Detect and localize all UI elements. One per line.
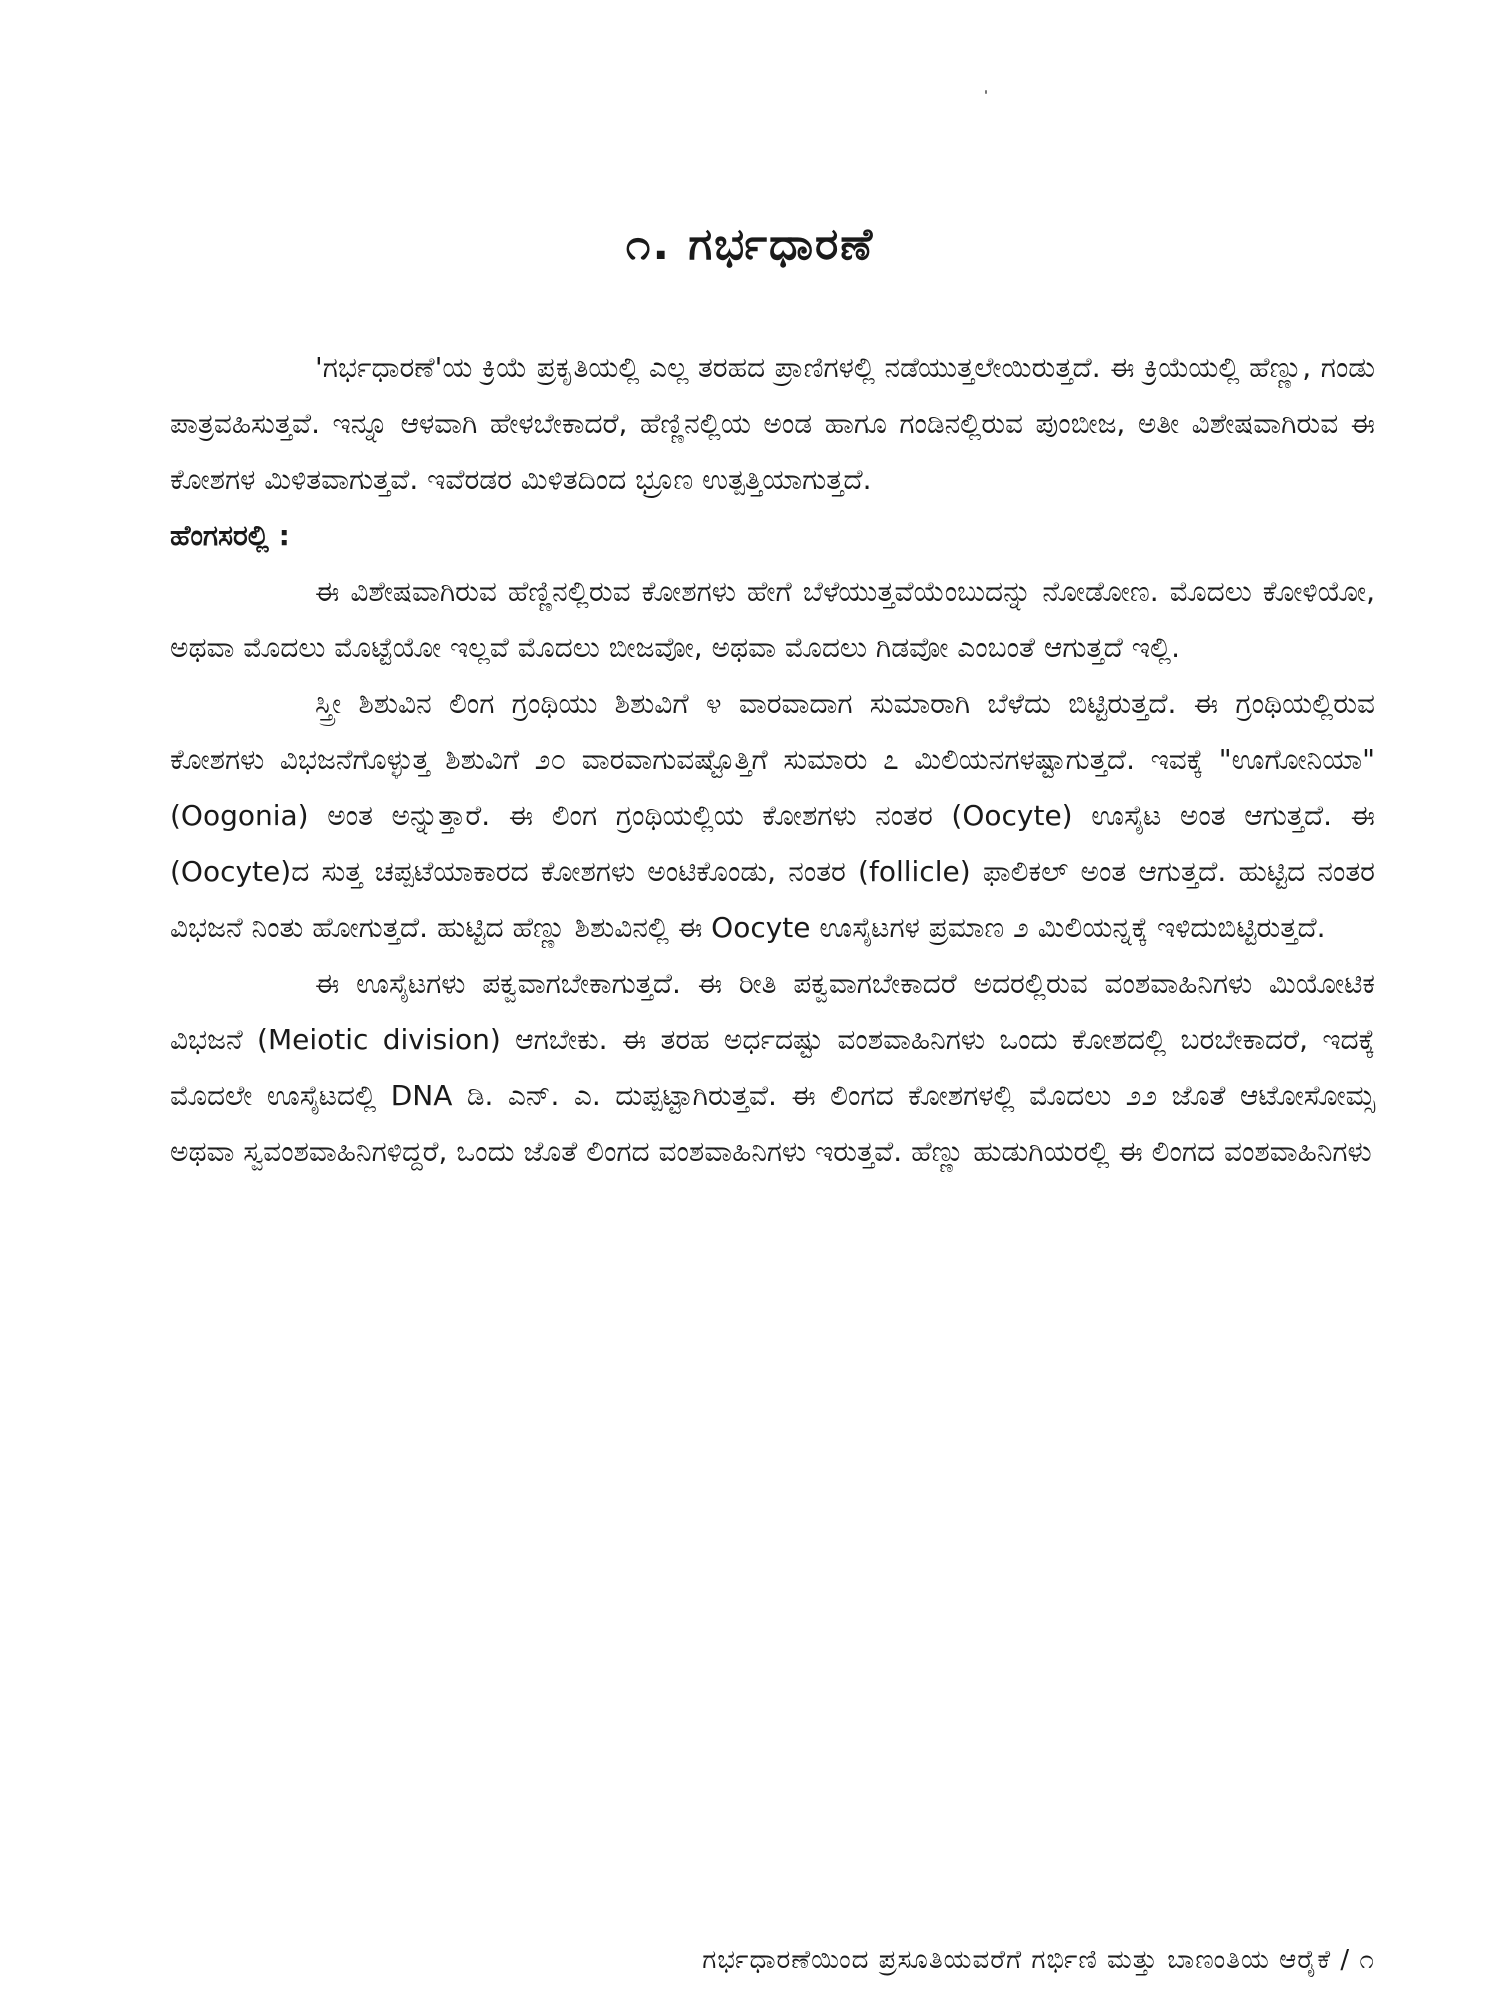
scan-speck [985,90,987,94]
body-text [170,340,1375,1180]
section-heading-women: ಹೆಂಗಸರಲ್ಲಿ : [170,519,290,552]
paragraph-intro: 'ಗರ್ಭಧಾರಣೆ'ಯ ಕ್ರಿಯೆ ಪ್ರಕೃತಿಯಲ್ಲಿ ಎಲ್ಲ ತರಹದ ಪ್ರಾಣಿಗಳಲ್ಲಿ ನಡೆಯುತ್ತಲೇಯಿರುತ್ತದೆ. ಈ ಕ್ರಿಯೆಯಲ್ಲಿ ಹೆಣ್ಣು, ಗಂಡು ಪಾತ್ರವಹಿಸುತ್ತವೆ. ಇನ್ನೂ ಆಳವಾಗಿ ಹೇಳಬೇಕಾದರೆ, ಹೆಣ್ಣಿನಲ್ಲಿಯ ಅಂಡ ಹಾಗೂ ಗಂಡಿನಲ್ಲಿರುವ ಪುಂಬೀಜ, ಅತೀ ವಿಶೇಷವಾಗಿರುವ ಈ ಕೋಶಗಳ ಮಿಳಿತವಾಗುತ್ತವೆ. ಇವೆರಡರ ಮಿಳಿತದಿಂದ ಭ್ರೂಣ ಉತ್ಪತ್ತಿಯಾಗುತ್ತದೆ. [170,351,1375,496]
page-footer: ಗರ್ಭಧಾರಣೆಯಿಂದ ಪ್ರಸೂತಿಯವರೆಗೆ ಗರ್ಭಿಣಿ ಮತ್ತು ಬಾಣಂತಿಯ ಆರೈಕೆ / ೧ [702,1945,1375,1975]
chapter-title: ೧. ಗರ್ಭಧಾರಣೆ [625,219,875,271]
paragraph-cells: ಈ ವಿಶೇಷವಾಗಿರುವ ಹೆಣ್ಣಿನಲ್ಲಿರುವ ಕೋಶಗಳು ಹೇಗೆ ಬೆಳೆಯುತ್ತವೆಯೆಂಬುದನ್ನು ನೋಡೋಣ. ಮೊದಲು ಕೋಳಿಯೋ, ಅಥವಾ ಮೊದಲು ಮೊಟ್ಟೆಯೋ ಇಲ್ಲವೆ ಮೊದಲು ಬೀಜವೋ, ಅಥವಾ ಮೊದಲು ಗಿಡವೋ ಎಂಬಂತೆ ಆಗುತ್ತದೆ ಇಲ್ಲಿ. [170,575,1375,664]
paragraph-gland: ಸ್ತ್ರೀ ಶಿಶುವಿನ ಲಿಂಗ ಗ್ರಂಥಿಯು ಶಿಶುವಿಗೆ ೪ ವಾರವಾದಾಗ ಸುಮಾರಾಗಿ ಬೆಳೆದು ಬಿಟ್ಟಿರುತ್ತದೆ. ಈ ಗ್ರಂಥಿಯಲ್ಲಿರುವ ಕೋಶಗಳು ವಿಭಜನೆಗೊಳ್ಳುತ್ತ ಶಿಶುವಿಗೆ ೨೦ ವಾರವಾಗುವಷ್ಟೊತ್ತಿಗೆ ಸುಮಾರು ೭ ಮಿಲಿಯನಗಳಷ್ಟಾಗುತ್ತದೆ. ಇವಕ್ಕೆ "ಊಗೋನಿಯಾ" (Oogonia) ಅಂತ ಅನ್ನುತ್ತಾರೆ. ಈ ಲಿಂಗ ಗ್ರಂಥಿಯಲ್ಲಿಯ ಕೋಶಗಳು ನಂತರ (Oocyte) ಊಸೈಟ ಅಂತ ಆಗುತ್ತದೆ. ಈ (Oocyte)ದ ಸುತ್ತ ಚಪ್ಪಟೆಯಾಕಾರದ ಕೋಶಗಳು ಅಂಟಿಕೊಂಡು, ನಂತರ (follicle) ಫಾಲಿಕಲ್ ಅಂತ ಆಗುತ್ತದೆ. ಹುಟ್ಟಿದ ನಂತರ ವಿಭಜನೆ ನಿಂತು ಹೋಗುತ್ತದೆ. ಹುಟ್ಟಿದ ಹೆಣ್ಣು ಶಿಶುವಿನಲ್ಲಿ ಈ Oocyte ಊಸೈಟಗಳ ಪ್ರಮಾಣ ೨ ಮಿಲಿಯನ್ನಕ್ಕೆ ಇಳಿದುಬಿಟ್ಟಿರುತ್ತದೆ. [170,687,1375,944]
paragraph-oocyte: ಈ ಊಸೈಟಗಳು ಪಕ್ವವಾಗಬೇಕಾಗುತ್ತದೆ. ಈ ರೀತಿ ಪಕ್ವವಾಗಬೇಕಾದರೆ ಅದರಲ್ಲಿರುವ ವಂಶವಾಹಿನಿಗಳು ಮಿಯೋಟಿಕ ವಿಭಜನೆ (Meiotic division) ಆಗಬೇಕು. ಈ ತರಹ ಅರ್ಧದಷ್ಟು ವಂಶವಾಹಿನಿಗಳು ಒಂದು ಕೋಶದಲ್ಲಿ ಬರಬೇಕಾದರೆ, ಇದಕ್ಕೆ ಮೊದಲೇ ಊಸೈಟದಲ್ಲಿ DNA ಡಿ. ಎನ್. ಎ. ದುಪ್ಪಟ್ಟಾಗಿರುತ್ತವೆ. ಈ ಲಿಂಗದ ಕೋಶಗಳಲ್ಲಿ ಮೊದಲು ೨೨ ಜೊತೆ ಆಟೋಸೋಮ್ಸ ಅಥವಾ ಸ್ವವಂಶವಾಹಿನಿಗಳಿದ್ದರೆ, ಒಂದು ಜೊತೆ ಲಿಂಗದ ವಂಶವಾಹಿನಿಗಳು ಇರುತ್ತವೆ. ಹೆಣ್ಣು ಹುಡುಗಿಯರಲ್ಲಿ ಈ ಲಿಂಗದ ವಂಶವಾಹಿನಿಗಳು [170,967,1375,1168]
